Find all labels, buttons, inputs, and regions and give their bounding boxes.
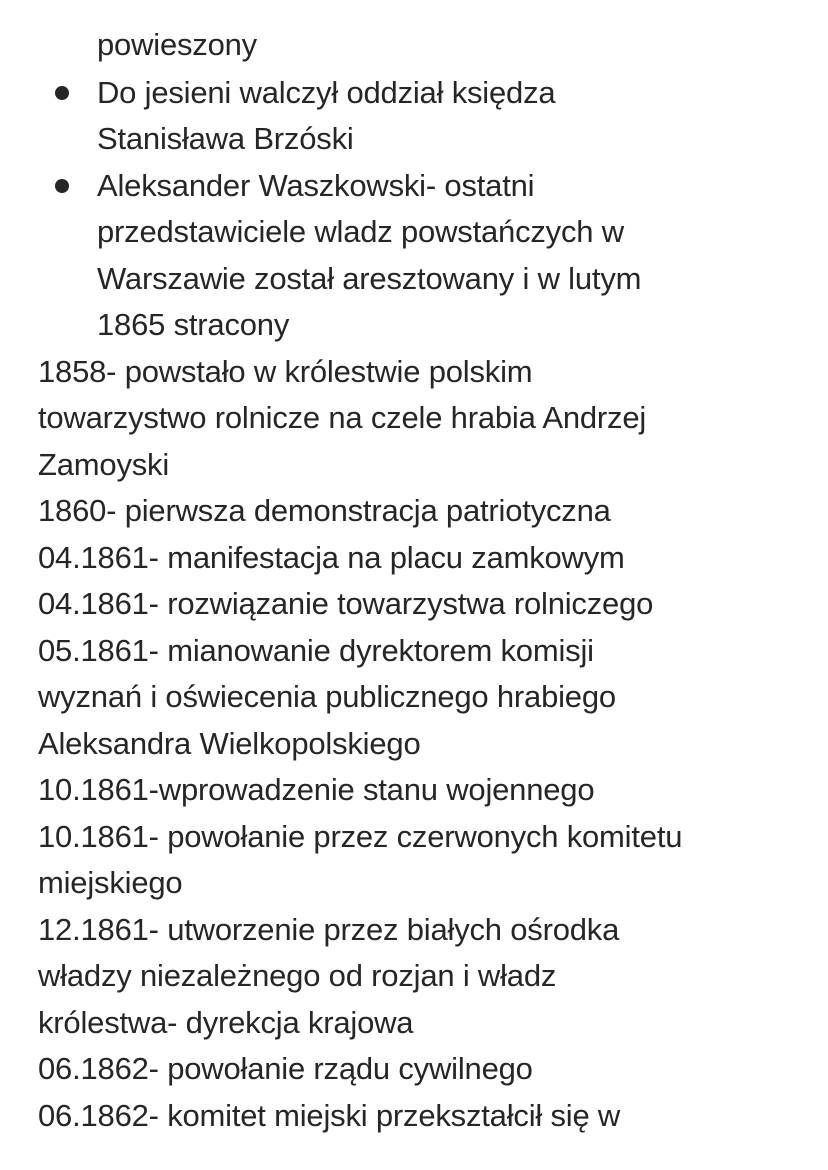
text-line: 1865 stracony [97, 307, 290, 342]
text-line: miejskiego [38, 865, 183, 900]
text-line: Warszawie został aresztowany i w lutym [97, 261, 642, 296]
text-line: 1860- pierwsza demonstracja patriotyczna [38, 493, 611, 528]
text-line: 04.1861- rozwiązanie towarzystwa rolniczego [38, 586, 654, 621]
bullet-icon [55, 86, 69, 100]
text-line: 04.1861- manifestacja na placu zamkowym [38, 540, 625, 575]
text-line: 10.1861- powołanie przez czerwonych komitetu [38, 819, 683, 854]
text-line: towarzystwo rolnicze na czele hrabia Andrzej [38, 400, 647, 435]
text-line: Aleksandra Wielkopolskiego [38, 726, 421, 761]
bullet-icon [55, 179, 69, 193]
text-line: 06.1862- komitet miejski przekształcił się w [38, 1098, 621, 1133]
text-line: Do jesieni walczył oddział księdza [97, 75, 556, 110]
text-line: 10.1861-wprowadzenie stanu wojennego [38, 772, 595, 807]
text-line: Stanisława Brzóski [97, 121, 354, 156]
text-line: 05.1861- mianowanie dyrektorem komisji [38, 633, 594, 668]
text-line: Zamoyski [38, 447, 170, 482]
text-line: 06.1862- powołanie rządu cywilnego [38, 1051, 533, 1086]
text-line: przedstawiciele wladz powstańczych w [97, 214, 624, 249]
text-line: wyznań i oświecenia publicznego hrabiego [38, 679, 616, 714]
text-line: władzy niezależnego od rozjan i władz [38, 958, 557, 993]
text-line: królestwa- dyrekcja krajowa [38, 1005, 414, 1040]
text-line: 12.1861- utworzenie przez białych ośrodka [38, 912, 620, 947]
text-line: Aleksander Waszkowski- ostatni [97, 168, 535, 203]
text-line: 1858- powstało w królestwie polskim [38, 354, 533, 389]
text-line: powieszony [97, 27, 257, 62]
